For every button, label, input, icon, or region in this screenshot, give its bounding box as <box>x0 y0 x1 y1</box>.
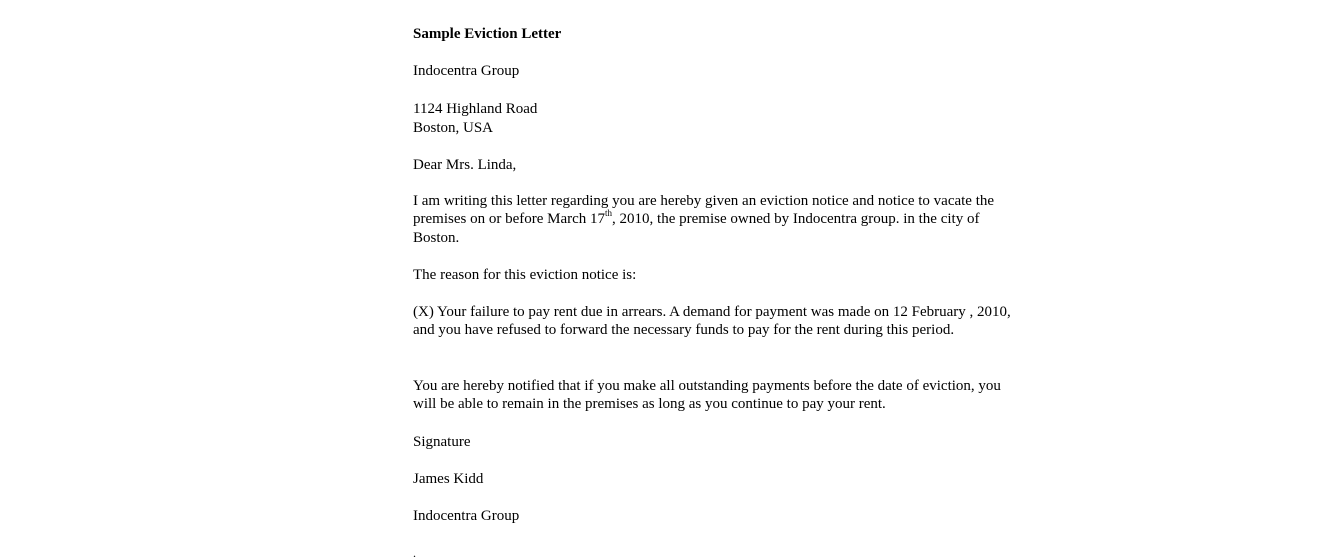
para1-text-before: I am writing this letter regarding you are hereby given an eviction notice and notice to vacate the premises on or before March 17 <box>413 193 995 228</box>
paragraph-payment-notice: You are hereby notified that if you make all outstanding payments before the date of eviction, you will be able to remain in the premises as long as you continue to pay your rent. <box>413 378 1001 413</box>
signature-label: Signature <box>413 434 471 450</box>
para1-text-after: , 2010, the premise owned by Indocentra group. in the city of Boston. <box>413 211 980 246</box>
signer-name: James Kidd <box>413 471 484 487</box>
trailing-mark: . <box>413 546 416 560</box>
paragraph-reason-detail: (X) Your failure to pay rent due in arrears. A demand for payment was made on 12 February , 2010, and you have refused to forward the necessary funds to pay for the rent during this period. <box>413 304 1011 339</box>
sender-company: Indocentra Group <box>413 63 520 79</box>
address-line-1: 1124 Highland Road <box>413 101 538 117</box>
reason-intro: The reason for this eviction notice is: <box>413 267 637 283</box>
salutation: Dear Mrs. Linda, <box>413 157 517 173</box>
address-line-2: Boston, USA <box>413 120 494 136</box>
signer-company: Indocentra Group <box>413 508 520 524</box>
date-ordinal-suffix: th <box>605 208 613 219</box>
paragraph-eviction-notice <box>413 192 1018 247</box>
letter-title: Sample Eviction Letter <box>413 26 562 42</box>
